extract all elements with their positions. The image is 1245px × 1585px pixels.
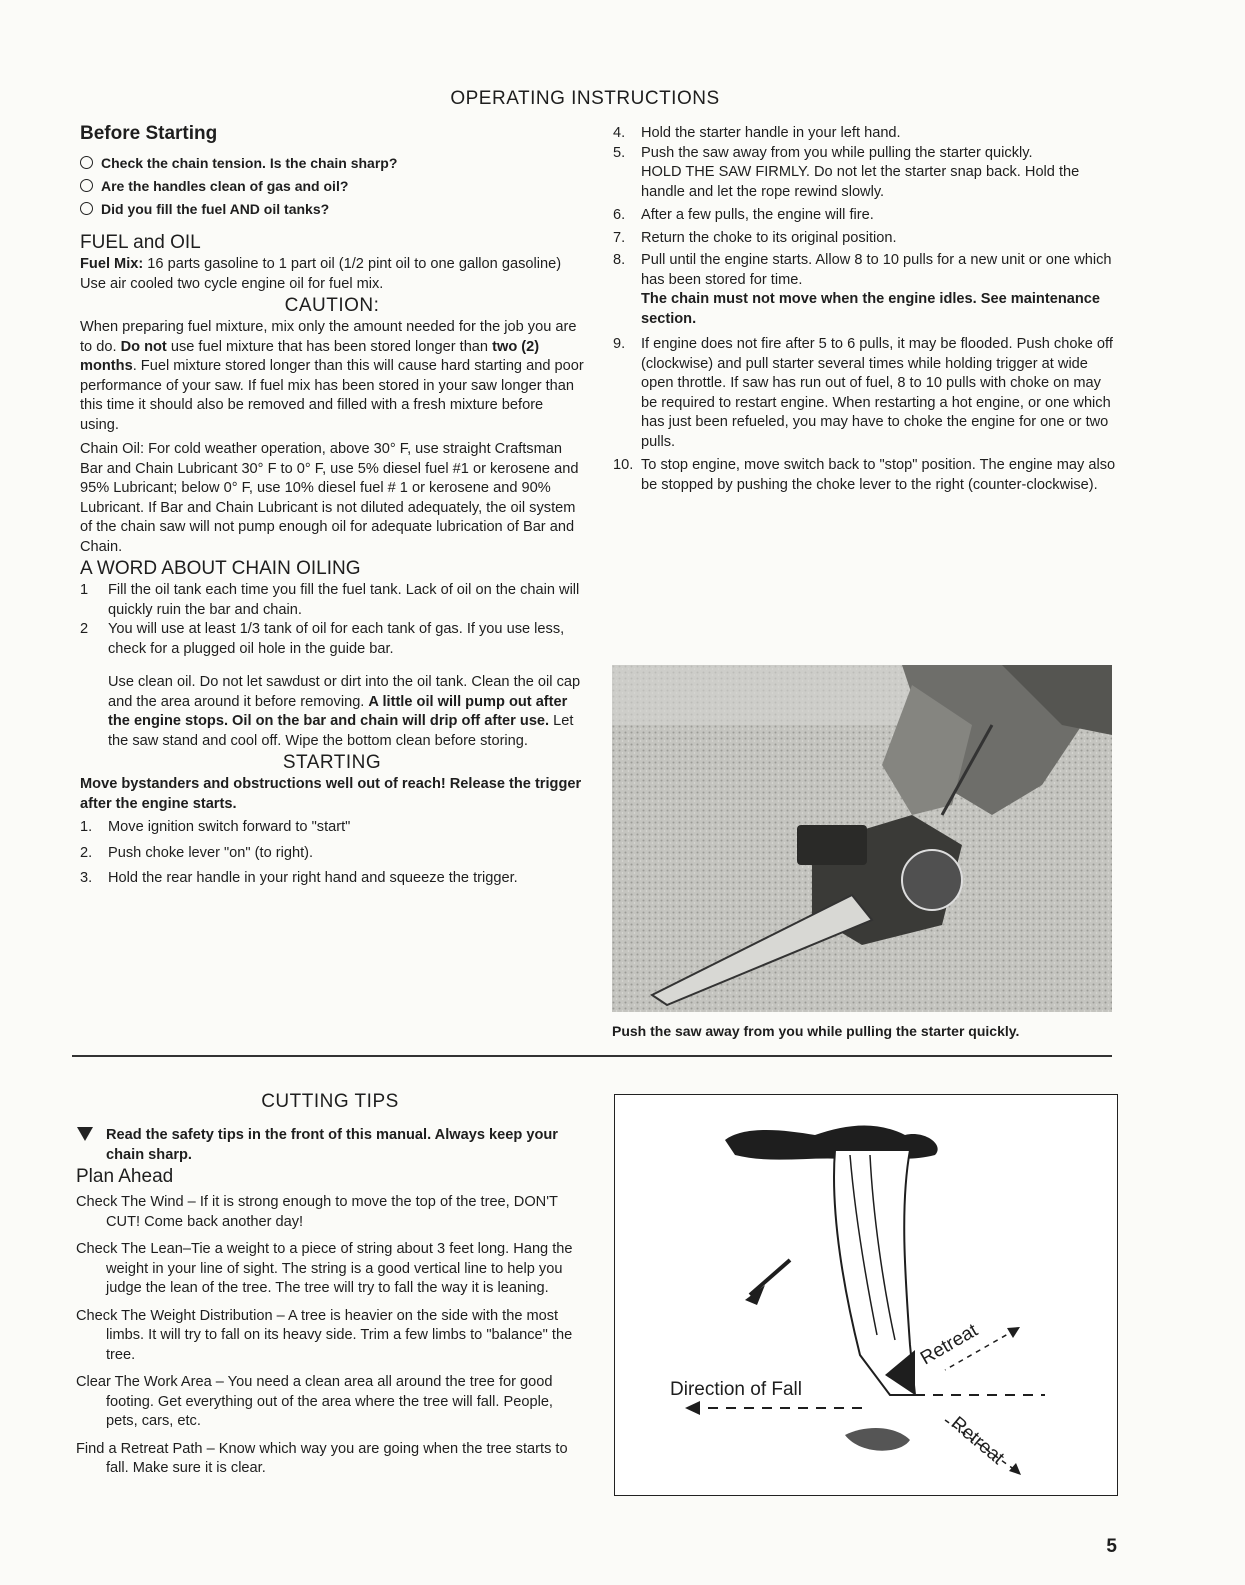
checklist-item: Did you fill the fuel AND oil tanks? <box>80 198 584 221</box>
list-item: 3. Hold the rear handle in your right hand and squeeze the trigger. <box>80 870 518 886</box>
section-divider <box>72 1055 1112 1057</box>
starting-intro: Move bystanders and obstructions well out of reach! Release the trigger after the engine starts. <box>80 776 582 812</box>
left-column <box>80 122 584 889</box>
tip-item: Check The Lean–Tie a weight to a piece of string about 3 feet long. Hang the weight in your line of sight. The string is a good vertical line to help you judge the lean of the tree. The tree will try to fall the way it is leaning. <box>76 1241 573 1296</box>
list-item: 2 You will use at least 1/3 tank of oil for each tank of gas. If you use less, check for a plugged oil hole in the guide bar. <box>80 621 565 657</box>
list-item: 10. To stop engine, move switch back to "stop" position. The engine may also be stopped by pushing the choke lever to the right (counter-clockwise). <box>613 457 1116 493</box>
tree-illustration <box>615 1095 1117 1495</box>
page-number: 5 <box>1106 1536 1117 1557</box>
cutting-tips-heading: CUTTING TIPS <box>261 1091 399 1112</box>
circle-icon <box>80 179 93 192</box>
list-item: 7. Return the choke to its original position. <box>613 229 897 246</box>
list-item: 5. Push the saw away from you while pulling the starter quickly. HOLD THE SAW FIRMLY. Do not let the starter snap back. Hold the handle and let the rope rewind slowly. <box>613 144 1080 200</box>
circle-icon <box>80 202 93 215</box>
chain-oil-paragraph: Chain Oil: For cold weather operation, above 30° F, use straight Craftsman Bar and Chain Lubricant 30° F to 0° F, use 5% diesel fuel #1 or kerosene and 95% Lubricant; below 0° F, use 10% diesel fuel # 1 or kerosene and 90% Lubricant. If Bar and Chain Lubricant is not diluted adequately, the oil system of the chain saw will not pump enough oil for adequate lubrication of Bar and Chain. <box>80 441 579 555</box>
list-item: 1 Fill the oil tank each time you fill the fuel tank. Lack of oil on the chain will quickly ruin the bar and chain. <box>80 582 580 618</box>
before-starting-heading: Before Starting <box>80 123 218 144</box>
list-item: 1. Move ignition switch forward to "start" <box>80 819 351 835</box>
list-item: 9. If engine does not fire after 5 to 6 pulls, it may be flooded. Push choke off (clockwise) and pull starter several times while holding trigger at wide open throttle. If saw has run out of fuel, 8 to 10 pulls with choke on may be required to restart engine. When restarting a hot engine, or one which has just been refueled, you may have to choke the engine for one or two pulls. <box>613 336 1113 450</box>
checklist-item: Check the chain tension. Is the chain sharp? <box>80 152 584 175</box>
warning-triangle-icon <box>76 1126 106 1165</box>
plan-ahead-heading: Plan Ahead <box>76 1166 174 1187</box>
direction-of-fall-label: Direction of Fall <box>670 1379 802 1400</box>
tip-item: Check The Weight Distribution – A tree is heavier on the side with the most limbs. It will try to fall on its heavy side. Trim a few limbs to "balance" the tree. <box>76 1307 573 1363</box>
chainsaw-starting-photo <box>612 665 1112 1012</box>
tip-item: Clear The Work Area – You need a clean area all around the tree for good footing. Get everything out of the area where the tree will fall. People, pets, cars, etc. <box>76 1374 553 1429</box>
fuel-mix-paragraph: Fuel Mix: 16 parts gasoline to 1 part oil (1/2 pint oil to one gallon gasoline) Use air cooled two cycle engine oil for fuel mix. <box>80 256 562 292</box>
list-item: 8. Pull until the engine starts. Allow 8 to 10 pulls for a new unit or one which has been stored for time. The chain must not move when the engine idles. See maintenance section. <box>613 252 1112 327</box>
caution-heading: CAUTION: <box>284 295 380 316</box>
safety-note: Read the safety tips in the front of this manual. Always keep your chain sharp. <box>76 1126 584 1165</box>
retreat-label-upper: Retreat <box>917 1319 982 1370</box>
tip-item: Check The Wind – If it is strong enough to move the top of the tree, DON'T CUT! Come back another day! <box>76 1194 558 1230</box>
right-column <box>613 124 1121 495</box>
tip-item: Find a Retreat Path – Know which way you are going when the tree starts to fall. Make sure it is clear. <box>76 1440 568 1476</box>
starting-heading: STARTING <box>282 752 382 773</box>
photo-caption: Push the saw away from you while pulling the starter quickly. <box>612 1023 1020 1039</box>
chain-oiling-heading: A WORD ABOUT CHAIN OILING <box>80 558 361 579</box>
page-title: OPERATING INSTRUCTIONS <box>450 88 720 109</box>
circle-icon <box>80 156 93 169</box>
retreat-label-lower: Retreat <box>946 1412 1009 1469</box>
list-item: 4. Hold the starter handle in your left hand. <box>613 125 901 141</box>
cutting-tips-column <box>76 1090 584 1479</box>
clean-oil-paragraph: Use clean oil. Do not let sawdust or dirt into the oil tank. Clean the oil cap and the area around it before removing. A little oil will pump out after the engine stops. Oil on the bar and chain will drip off after use. Let the saw stand and cool off. Wipe the bottom clean before storing. <box>108 674 581 749</box>
list-item: 2. Push choke lever "on" (to right). <box>80 844 314 861</box>
fuel-oil-heading: FUEL and OIL <box>80 232 201 253</box>
tree-felling-diagram <box>614 1094 1118 1496</box>
checklist-item: Are the handles clean of gas and oil? <box>80 175 584 198</box>
photo-illustration <box>612 665 1112 1012</box>
list-item: 6. After a few pulls, the engine will fire. <box>613 207 874 223</box>
caution-paragraph: When preparing fuel mixture, mix only the amount needed for the job you are to do. Do not use fuel mixture that has been stored longer than two (2) months. Fuel mixture stored longer than this will cause hard starting and poor performance of your saw. If fuel mix has been stored in your saw longer than this time it should also be removed and filled with a fresh mixture before using. <box>80 319 584 433</box>
